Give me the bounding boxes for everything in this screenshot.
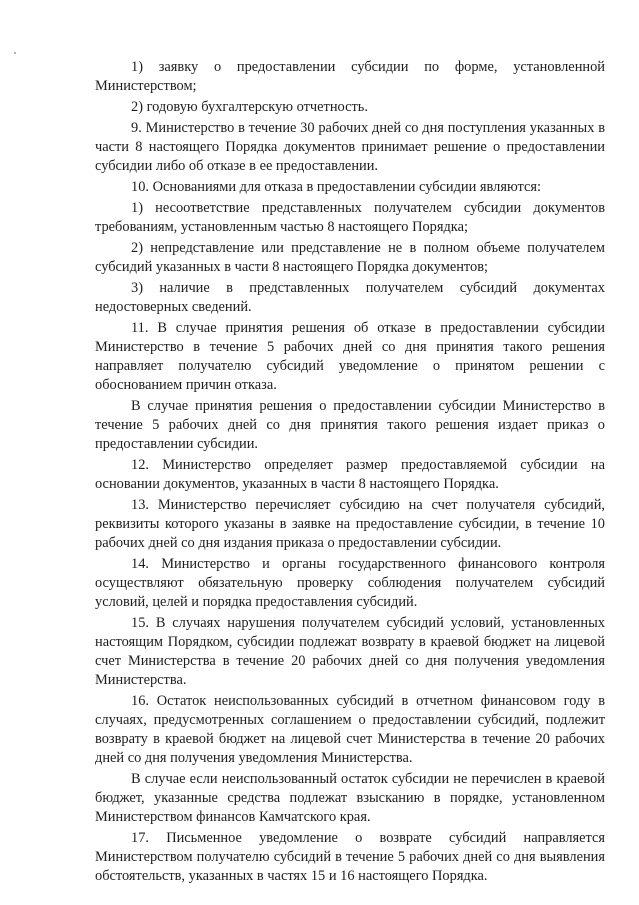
paragraph-9: 9. Министерство в течение 30 рабочих дней со дня поступления указанных в части 8 настоящего Порядка документов принимает решение о предоставлении субсидии либо об отказе в ее предоставлении. [95,120,605,174]
paragraph-10-item-1: 1) несоответствие представленных получателем субсидии документов требованиям, установленным частью 8 настоящего Порядка; [95,200,605,235]
paragraph-subitem-2-reporting: 2) годовую бухгалтерскую отчетность. [131,99,368,115]
paragraph-subitem-1-application: 1) заявку о предоставлении субсидии по форме, установленной Министерством; [95,59,605,94]
paragraph-10-item-3: 3) наличие в представленных получателем субсидий документах недостоверных сведений. [95,280,605,315]
paragraph-11: 11. В случае принятия решения об отказе в предоставлении субсидии Министерство в течение 5 рабочих дней со дня принятия такого решения направляет получателю субсидий уведомление о принятом решении с обоснованием причин отказа. [95,320,605,393]
document-body [95,58,605,888]
paragraph-16-continued: В случае если неиспользованный остаток субсидии не перечислен в краевой бюджет, указанные средства подлежат взысканию в порядке, установленном Министерством финансов Камчатского края. [95,771,605,825]
paragraph-12: 12. Министерство определяет размер предоставляемой субсидии на основании документов, указанных в части 8 настоящего Порядка. [95,457,605,492]
paragraph-17: 17. Письменное уведомление о возврате субсидий направляется Министерством получателю субсидий в течение 5 рабочих дней со дня выявления обстоятельств, указанных в частях 15 и 16 настоящего Порядка. [95,830,605,884]
scan-speck [14,52,16,54]
paragraph-10: 10. Основаниями для отказа в предоставлении субсидии являются: [131,179,541,195]
paragraph-16: 16. Остаток неиспользованных субсидий в отчетном финансовом году в случаях, предусмотренных соглашением о предоставлении субсидий, подлежит возврату в краевой бюджет на лицевой счет Министерства в течение 20 рабочих дней со дня получения уведомления Министерства. [95,693,605,766]
paragraph-13: 13. Министерство перечисляет субсидию на счет получателя субсидий, реквизиты которого указаны в заявке на предоставление субсидии, в течение 10 рабочих дней со дня издания приказа о предоставлении субсидии. [95,497,605,551]
paragraph-15: 15. В случаях нарушения получателем субсидий условий, установленных настоящим Порядком, субсидии подлежат возврату в краевой бюджет на лицевой счет Министерства в течение 20 рабочих дней со дня получения уведомления Министерства. [95,615,605,688]
paragraph-10-item-2: 2) непредставление или представление не в полном объеме получателем субсидий указанных в части 8 настоящего Порядка документов; [95,240,605,275]
paragraph-11-continued: В случае принятия решения о предоставлении субсидии Министерство в течение 5 рабочих дней со дня принятия такого решения издает приказ о предоставлении субсидии. [95,398,605,452]
paragraph-14: 14. Министерство и органы государственного финансового контроля осуществляют обязательную проверку соблюдения получателем субсидий условий, целей и порядка предоставления субсидий. [95,556,605,610]
